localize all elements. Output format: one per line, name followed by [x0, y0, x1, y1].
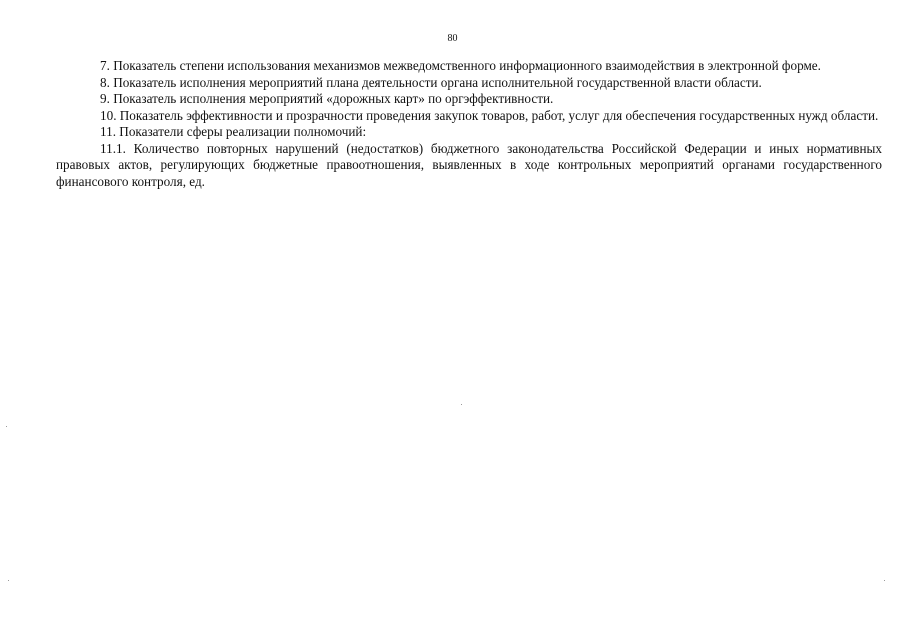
scan-speck — [461, 404, 462, 405]
scan-speck — [6, 426, 7, 427]
page-number: 80 — [447, 33, 458, 44]
scan-speck — [884, 580, 885, 581]
scan-speck — [8, 580, 9, 581]
paragraph-indicator-11: 11. Показатели сферы реализации полномочий: — [100, 124, 367, 139]
paragraph-indicator-7: 7. Показатель степени использования механизмов межведомственного информационного взаимодействия в электронной форме. — [100, 58, 821, 73]
paragraph-indicator-9: 9. Показатель исполнения мероприятий «дорожных карт» по оргэффективности. — [100, 91, 554, 106]
paragraph-indicator-8: 8. Показатель исполнения мероприятий плана деятельности органа исполнительной государственной власти области. — [100, 74, 762, 90]
paragraph-indicator-10: 10. Показатель эффективности и прозрачности проведения закупок товаров, работ, услуг для обеспечения государственных нужд области. — [100, 107, 879, 123]
document-body — [56, 58, 882, 190]
paragraph-indicator-11-1: 11.1. Количество повторных нарушений (недостатков) бюджетного законодательства Российской Федерации и иных нормативных правовых актов, регулирующих бюджетные правоотношения, выявленных в ходе контрольных мероприятий органами государственного финансового контроля, ед. — [56, 140, 882, 189]
